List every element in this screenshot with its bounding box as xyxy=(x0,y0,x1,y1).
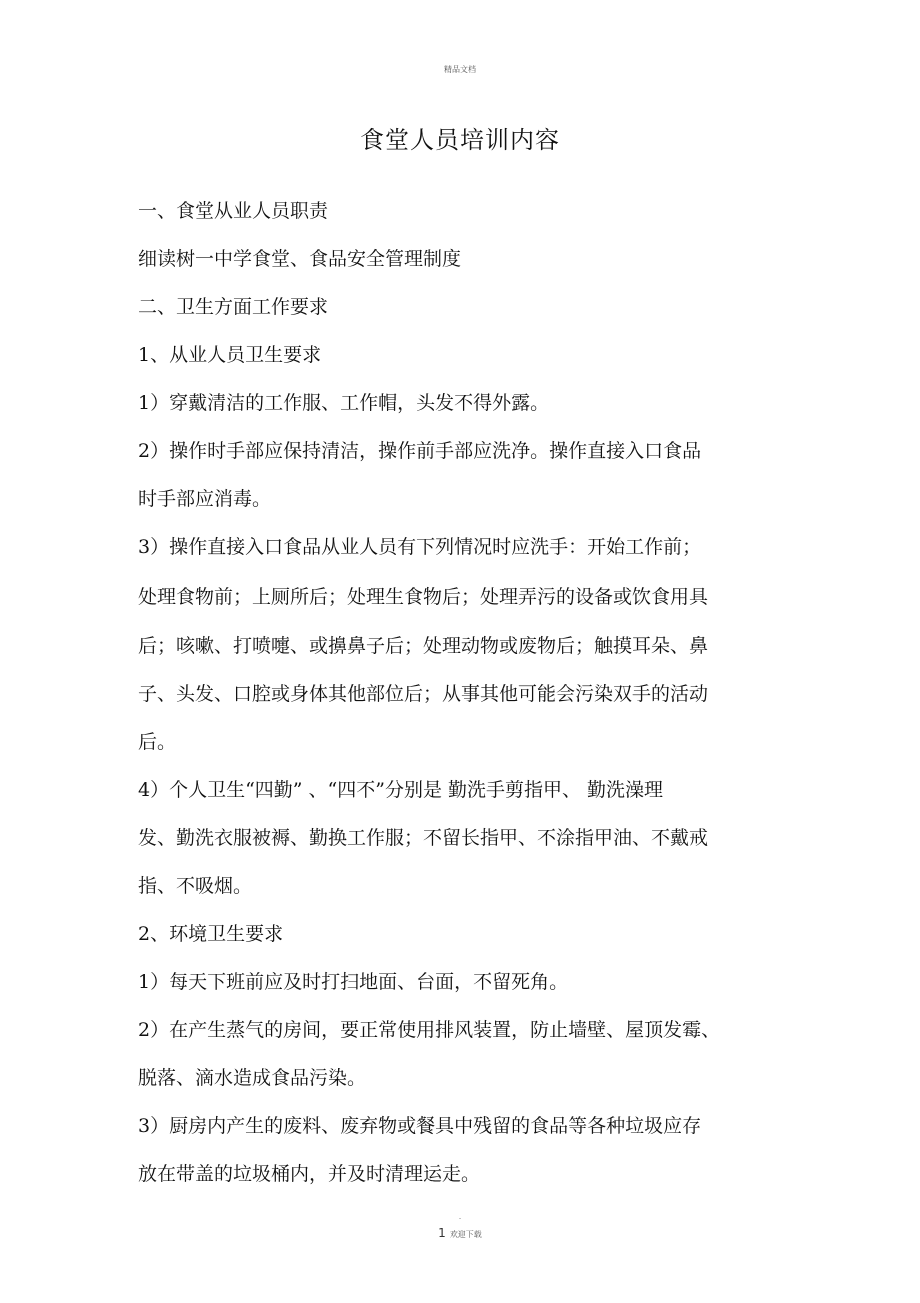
page-footer xyxy=(0,1212,920,1241)
body-line: 后。 xyxy=(138,731,177,753)
body-line: 脱落、滴水造成食品污染。 xyxy=(138,1067,367,1089)
page-title: 食堂人员培训内容 xyxy=(360,126,560,154)
body-line: 时手部应消毒。 xyxy=(138,488,272,510)
body-line: 一、食堂从业人员职责 xyxy=(138,200,329,222)
body-line: 3）厨房内产生的废料、废弃物或餐具中残留的食品等各种垃圾应存 xyxy=(138,1115,702,1137)
header-note: 精品文档 xyxy=(444,65,476,74)
body-line: 二、卫生方面工作要求 xyxy=(138,296,329,318)
body-line: 1）穿戴清洁的工作服、工作帽，头发不得外露。 xyxy=(138,392,550,414)
body-line: 放在带盖的垃圾桶内，并及时清理运走。 xyxy=(138,1163,481,1185)
body-line: 2）操作时手部应保持清洁，操作前手部应洗净。操作直接入口食品 xyxy=(138,440,702,462)
body-line: 发、勤洗衣服被褥、勤换工作服；不留长指甲、不涂指甲油、不戴戒 xyxy=(138,827,709,849)
body-line: 子、头发、口腔或身体其他部位后；从事其他可能会污染双手的活动 xyxy=(138,683,709,705)
body-line: 指、不吸烟。 xyxy=(138,875,253,897)
body-line: 细读树一中学食堂、食品安全管理制度 xyxy=(138,248,462,270)
body-line: 后；咳嗽、打喷嚏、或擤鼻子后；处理动物或废物后；触摸耳朵、鼻 xyxy=(138,635,709,657)
footer-dot: . xyxy=(458,1212,462,1221)
body-line: 3）操作直接入口食品从业人员有下列情况时应洗手：开始工作前； xyxy=(138,536,702,558)
body-line: 4）个人卫生“四勤” 、“四不”分别是 勤洗手剪指甲、 勤洗澡理 xyxy=(138,779,664,801)
body-line: 2）在产生蒸气的房间，要正常使用排风装置，防止墙壁、屋顶发霉、 xyxy=(138,1019,721,1041)
body-line: 2、环境卫生要求 xyxy=(138,923,284,945)
body-line: 处理食物前；上厕所后；处理生食物后；处理弄污的设备或饮食用具 xyxy=(138,586,709,608)
footer-text: 欢迎下载 xyxy=(449,1230,482,1239)
body-line: 1、从业人员卫生要求 xyxy=(138,344,322,366)
page-number: 1 xyxy=(438,1226,446,1240)
body-line: 1）每天下班前应及时打扫地面、台面，不留死角。 xyxy=(138,971,569,993)
